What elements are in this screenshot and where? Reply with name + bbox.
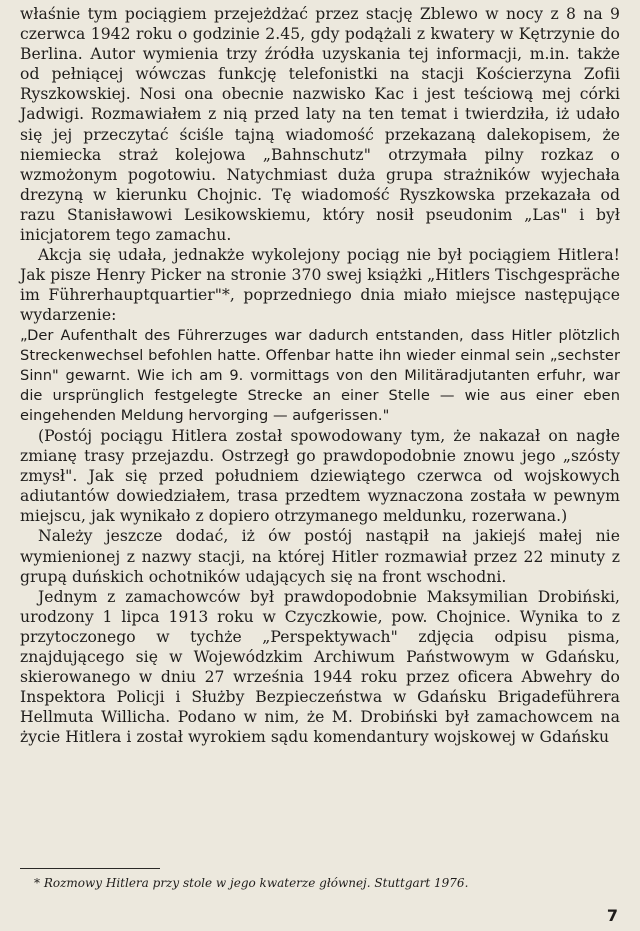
paragraph-4: Należy jeszcze dodać, iż ów postój nastąpił na jakiejś małej nie wymienionej z nazwy stacji, na której Hitler rozmawiał przez 22 minuty z grupą duńskich ochotników udających się na front wschodni.	[20, 527, 620, 586]
footnote-divider	[20, 868, 160, 869]
german-quote: „Der Aufenthalt des Führerzuges war dadurch entstanden, dass Hitler plötzlich Streckenwechsel befohlen hatte. Offenbar hatte ihn wieder einmal sein „sechster Sinn" gewarnt. Wie ich am 9. vormittags von den Militäradjutanten erfuhr, war die ursprünglich festgelegte Strecke an einer Stelle — wie aus einer eben eingehenden Meldung hervorging — aufgerissen."	[20, 326, 620, 424]
main-text	[20, 4, 620, 747]
paragraph-2: Akcja się udała, jednakże wykolejony pociąg nie był pociągiem Hitlera! Jak pisze Henry Picker na stronie 370 swej książki „Hitlers Tischgespräche im Führerhauptquartier"*, poprzedniego dnia miało miejsce następujące wydarzenie:	[20, 246, 620, 325]
page-number: 7	[606, 906, 618, 925]
footnote: * Rozmowy Hitlera przy stole w jego kwaterze głównej. Stuttgart 1976.	[34, 876, 469, 890]
paragraph-1: właśnie tym pociągiem przejeżdżać przez stację Zblewo w nocy z 8 na 9 czerwca 1942 roku o godzinie 2.45, gdy podążali z kwatery w Kętrzynie do Berlina. Autor wymienia trzy źródła uzyskania tej informacji, m.in. także od pełniącej wówczas funkcję telefonistki na stacji Kościerzyna Zofii Ryszkowskiej. Nosi ona obecnie nazwisko Kac i jest teściową mej córki Jadwigi. Rozmawiałem z nią przed laty na ten temat i twierdziła, iż udało się jej przeczytać ściśle tajną wiadomość przekazaną dalekopisem, że niemiecka straż kolejowa „Bahnschutz" otrzymała pilny rozkaz o wzmożonym pogotowiu. Natychmiast duża grupa strażników wyjechała drezyną w kierunku Chojnic. Tę wiadomość Ryszkowska przekazała od razu Stanisławowi Lesikowskiemu, który nosił pseudonim „Las" i był inicjatorem tego zamachu.	[20, 5, 620, 245]
paragraph-5: Jednym z zamachowców był prawdopodobnie Maksymilian Drobiński, urodzony 1 lipca 1913 roku w Czyczkowie, pow. Chojnice. Wynika to z przytoczonego w tychże „Perspektywach" zdjęcia odpisu pisma, znajdującego się w Wojewódzkim Archiwum Państwowym w Gdańsku, skierowanego w dniu 27 września 1944 roku przez oficera Abwehry do Inspektora Policji i Służby Bezpieczeństwa w Gdańsku Brigadeführera Hellmuta Willicha. Podano w nim, że M. Drobiński był zamachowcem na życie Hitlera i został wyrokiem sądu komendantury wojskowej w Gdańsku	[20, 587, 620, 747]
paragraph-translation: (Postój pociągu Hitlera został spowodowany tym, że nakazał on nagłe zmianę trasy przejazdu. Ostrzegł go prawdopodobnie znowu jego „szósty zmysł". Jak się przed południem dziewiątego czerwca od wojskowych adiutantów dowiedziałem, trasa przedtem wyznaczona została w pewnym miejscu, jak wynikało z dopiero otrzymanego meldunku, rozerwana.)	[20, 426, 620, 526]
